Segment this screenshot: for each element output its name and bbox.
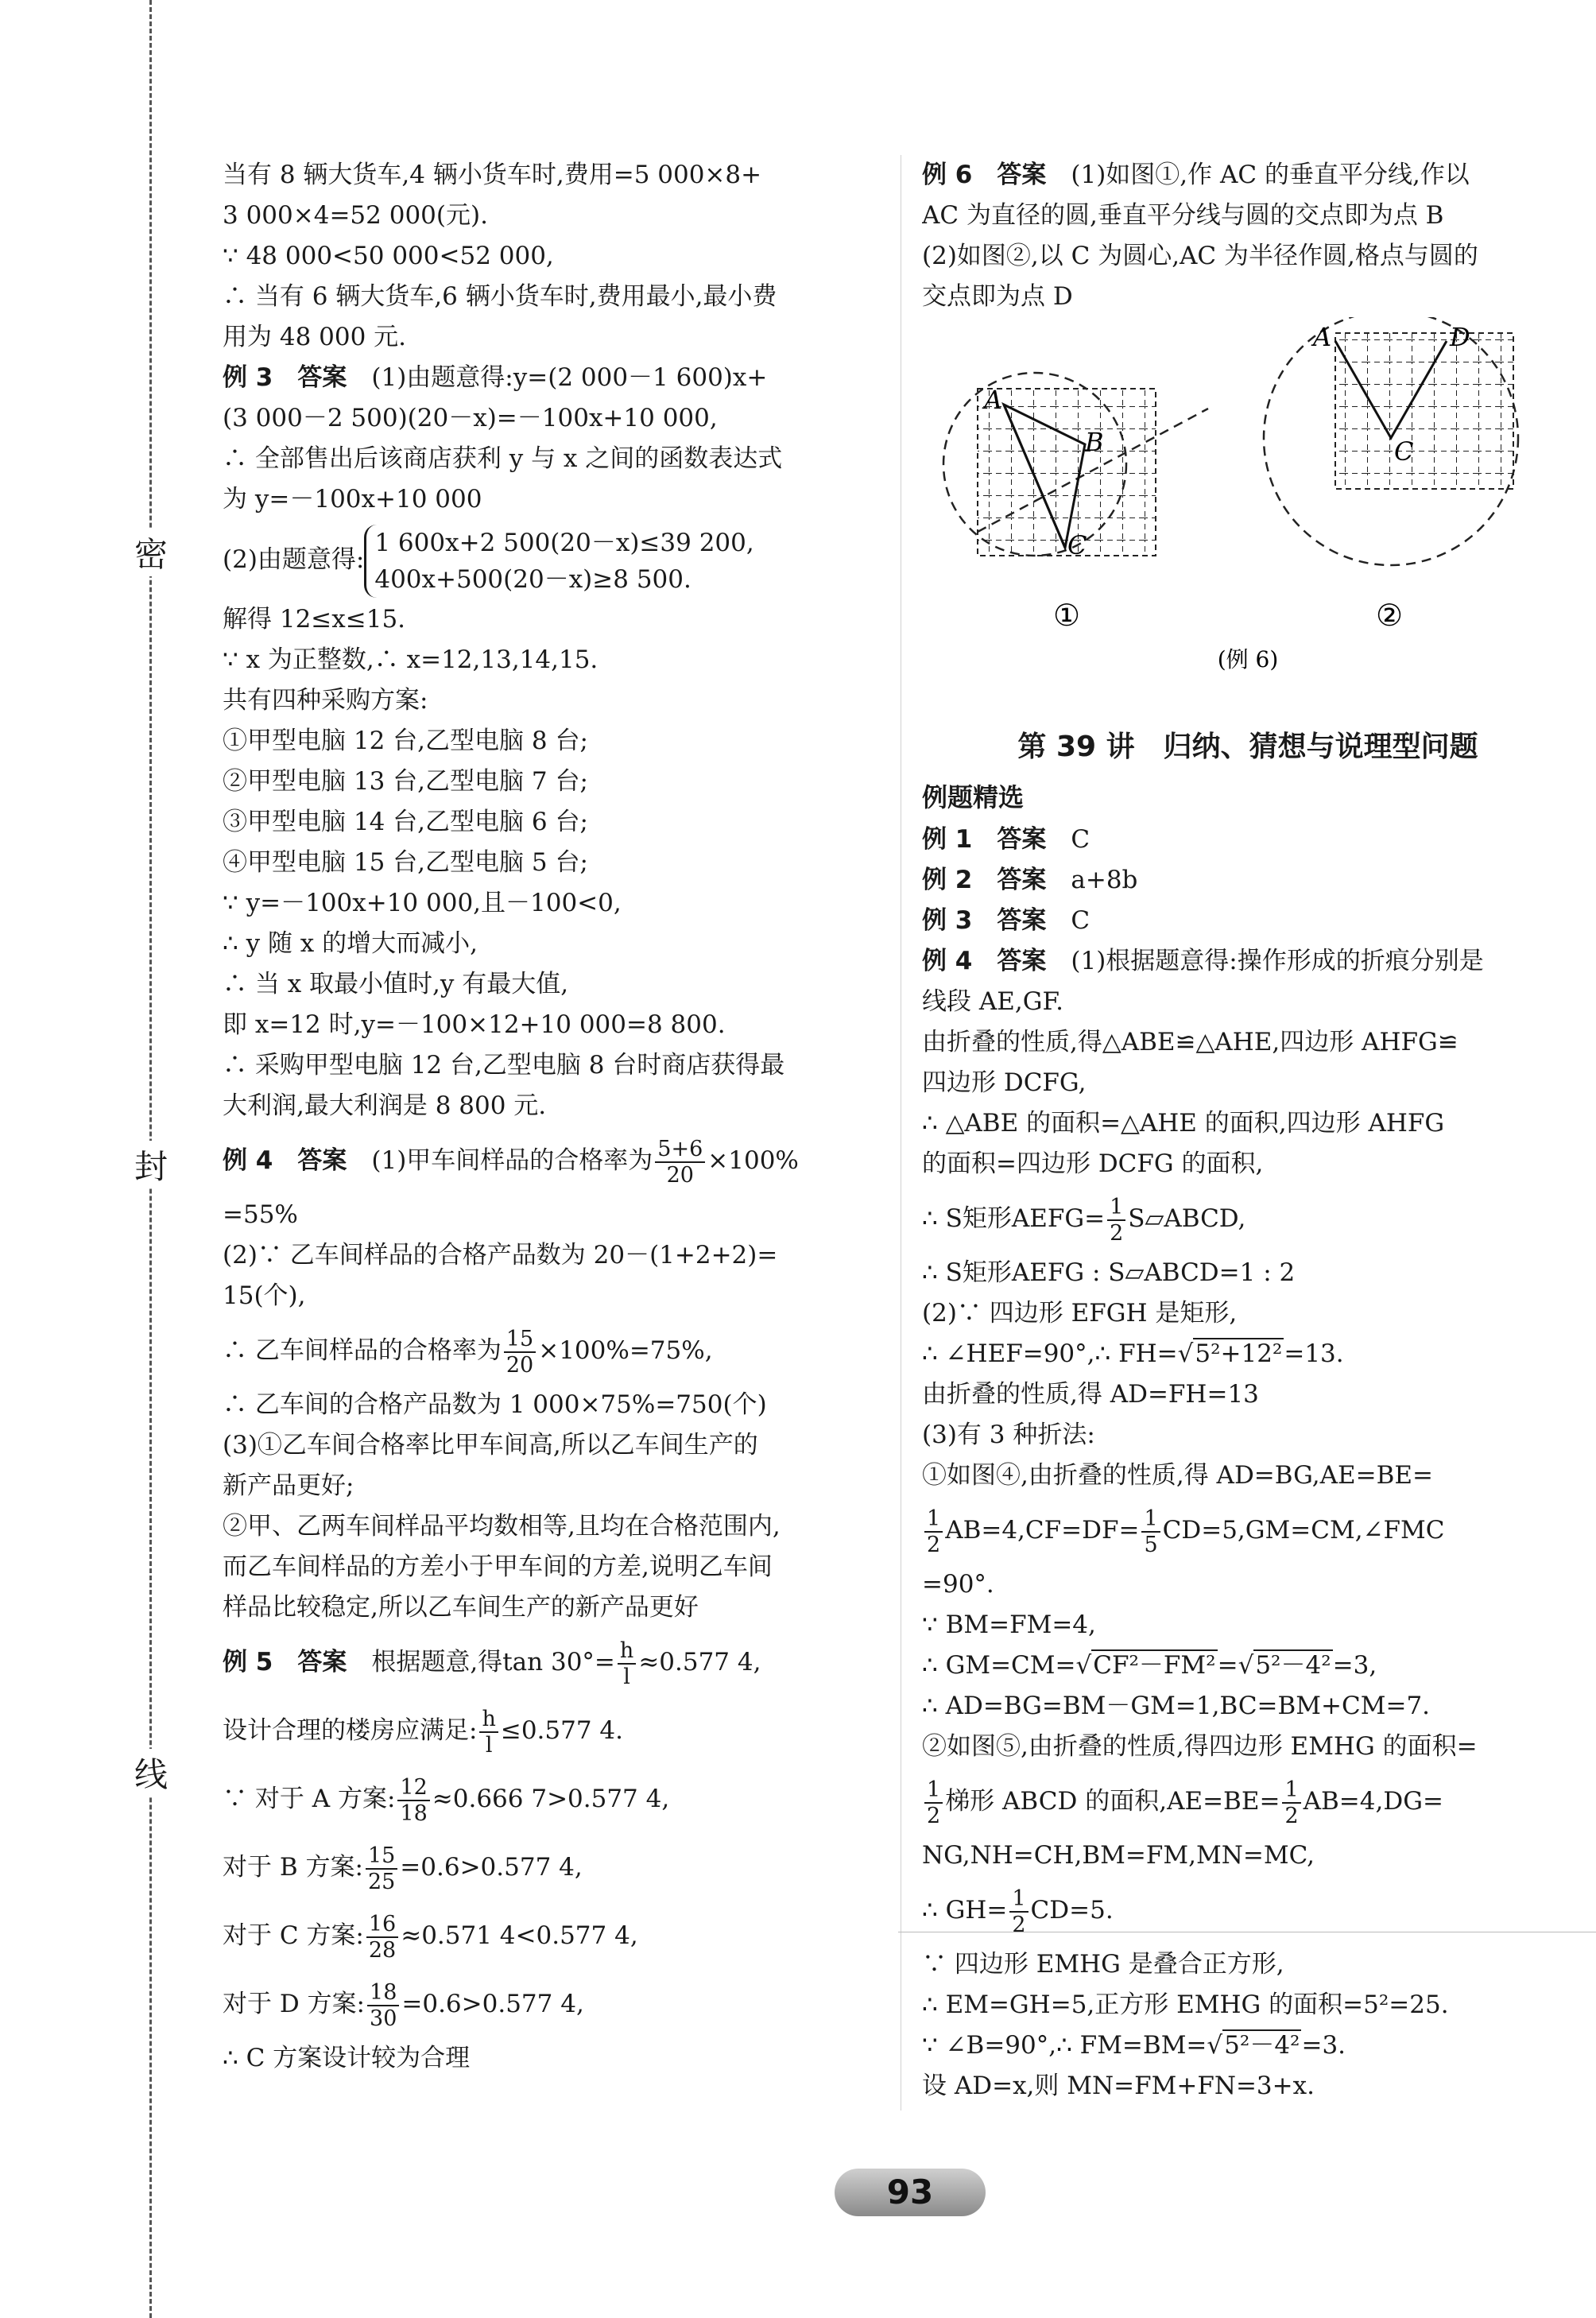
example-5-line [223,1628,866,1696]
plan-c-line [223,1901,866,1970]
text-line: 线段 AE,GF. [922,987,1064,1016]
radicand: CF²－FM² [1093,1651,1216,1680]
text-span: 对于 B 方案: [223,1853,363,1882]
text-span: AB=4,DG= [1303,1787,1443,1816]
text-line: 用为 48 000 元. [223,323,407,351]
text-line: ∴ 全部售出后该商店获利 y 与 x 之间的函数表达式 [223,444,783,473]
text-span: =3. [1301,2031,1346,2060]
example-6-line [922,155,1574,196]
inequality-system-line [223,520,866,599]
text-span: ∴ 乙车间样品的合格率为 [223,1336,502,1365]
text-span: ∵ 对于 A 方案: [223,1785,396,1813]
text-line: ①甲型电脑 12 台,乙型电脑 8 台; [223,727,588,755]
section-title: 第 39 讲 归纳、猜想与说理型问题 [1017,731,1478,763]
text-span: (1)如图①,作 AC 的垂直平分线,作以 [1071,161,1470,189]
text-line: 当有 8 辆大货车,4 辆小货车时,费用=5 000×8+ [223,161,762,189]
text-line: ∴ 采购甲型电脑 12 台,乙型电脑 8 台时商店获得最 [223,1051,785,1080]
text-span: ×100%=75%, [538,1336,713,1365]
text-line: ∵ BM=FM=4, [922,1611,1096,1639]
text-line: 设 AD=x,则 MN=FM+FN=3+x. [922,2072,1315,2100]
example-2-line [922,860,1574,901]
example-label: 例 6 答案 [922,161,1047,189]
numerator: h [618,1638,636,1665]
radicand: 5²+12² [1195,1339,1283,1368]
fraction [479,1707,498,1758]
fraction [1009,1886,1028,1937]
text-line: 而乙车间样品的方差小于甲车间的方差,说明乙车间 [223,1552,773,1581]
example-label: 例 1 答案 [922,825,1047,854]
figure-2 [1264,317,1518,633]
inequality-system [364,525,753,598]
text-line: (2)∵ 乙车间样品的合格产品数为 20－(1+2+2)= [223,1241,778,1269]
plan-a-line [223,1765,866,1833]
denominator: 18 [400,1801,428,1826]
numerator: 1 [1282,1777,1300,1804]
text-line: ∴ AD=BG=BM－GM=1,BC=BM+CM=7. [922,1692,1431,1720]
text-span: (1)由题意得:y=(2 000－1 600)x+ [371,363,768,392]
fraction [1107,1195,1125,1246]
radicand: 5²－4² [1224,2031,1300,2060]
example-label: 例 5 答案 [223,1648,347,1676]
text-line: ∵ 48 000<50 000<52 000, [223,242,554,270]
inequality-1: 1 600x+2 500(20－x)≤39 200, [374,528,754,557]
text-line: (2)∵ 四边形 EFGH 是矩形, [922,1299,1238,1328]
text-span: ∴ GM=CM=√ [922,1651,1092,1680]
text-span: =3, [1332,1651,1377,1680]
example-6-figures [922,317,1574,715]
text-line: ∴ C 方案设计较为合理 [223,2044,471,2072]
denominator: 25 [367,1869,396,1894]
text-span: CD=5,GM=CM,∠FMC [1162,1516,1445,1545]
text-line: ∵ x 为正整数,∴ x=12,13,14,15. [223,645,598,674]
denominator: 2 [927,1532,941,1557]
numerator: 1 [1107,1195,1125,1221]
text-span: AB=4,CF=DF= [945,1516,1140,1545]
text-span: (1)甲车间样品的合格率为 [371,1146,653,1175]
example-1-line [922,820,1574,860]
text-line: ③甲型电脑 14 台,乙型电脑 6 台; [223,808,588,836]
text-span: ∴ GH= [922,1896,1008,1925]
numerator: 5+6 [655,1137,705,1163]
numerator: 12 [397,1775,429,1801]
subheading: 例题精选 [922,782,1025,812]
fraction [1141,1506,1160,1557]
fraction [924,1506,943,1557]
numerator: 15 [366,1843,397,1870]
fraction [366,1912,398,1963]
denominator: l [623,1664,630,1689]
denominator: 30 [370,2006,397,2031]
text-line: 即 x=12 时,y=－100×12+10 000=8 800. [223,1010,726,1039]
text-line: 15(个), [223,1281,306,1310]
text-span: S▱ABCD, [1128,1204,1246,1233]
text-line: ①如图④,由折叠的性质,得 AD=BG,AE=BE= [922,1461,1434,1490]
plan-d-line [223,1970,866,2038]
text-span: a+8b [1071,866,1138,894]
text-span: 梯形 ABCD 的面积,AE=BE= [945,1787,1280,1816]
denominator: l [485,1732,493,1758]
area-ratio-line [922,1184,1574,1253]
fraction-line [223,1696,866,1765]
geometry-figures [922,317,1574,715]
fraction [618,1638,636,1689]
binding-char-mi: 密 [127,529,175,576]
text-span: C [1071,906,1090,935]
right-column [922,155,1574,2107]
text-span: ×100% [707,1146,799,1175]
example-label: 例 3 答案 [223,363,347,392]
text-line: ④甲型电脑 15 台,乙型电脑 5 台; [223,848,588,877]
text-span: (2)由题意得: [223,545,365,574]
numerator: 15 [504,1327,536,1353]
denominator: 5 [1144,1532,1158,1557]
radicand: 5²－4² [1255,1651,1331,1680]
numerator: 18 [367,1980,399,2006]
fraction [655,1137,705,1188]
text-span: ≤0.577 4. [500,1716,623,1745]
text-line: 解得 12≤x≤15. [223,605,406,634]
text-span: ∴ ∠HEF=90°,∴ FH=√ [922,1339,1194,1368]
example-label: 例 4 答案 [922,947,1047,975]
numerator: h [479,1707,498,1733]
text-span: (1)根据题意得:操作形成的折痕分别是 [1071,947,1484,975]
text-line: ∵ 四边形 EMHG 是叠合正方形, [922,1950,1284,1979]
text-line: 样品比较稳定,所以乙车间生产的新产品更好 [223,1593,699,1622]
sqrt-line [922,1334,1574,1374]
text-line: 共有四种采购方案: [223,686,428,715]
example-3-line [922,901,1574,941]
text-line: ∴ EM=GH=5,正方形 EMHG 的面积=5²=25. [922,1990,1449,2019]
numerator: 1 [1141,1506,1160,1533]
text-line: (3)有 3 种折法: [922,1421,1095,1449]
text-line: 大利润,最大利润是 8 800 元. [223,1091,547,1120]
text-span: =0.6>0.577 4, [401,1990,584,2018]
fraction-line [922,1496,1574,1564]
text-line: ∴ 当 x 取最小值时,y 有最大值, [223,970,569,998]
example-label: 例 4 答案 [223,1146,347,1175]
grid-1 [978,389,1156,556]
denominator: 2 [1110,1220,1124,1246]
denominator: 2 [1284,1803,1299,1828]
label-c: C [1394,436,1414,467]
text-line: ∴ △ABE 的面积=△AHE 的面积,四边形 AHFG [922,1109,1445,1138]
figure-1-number: ① [1052,598,1081,633]
figure-2-number: ② [1375,598,1404,633]
text-span: 对于 C 方案: [223,1921,364,1950]
text-line: 3 000×4=52 000(元). [223,201,488,230]
text-span: =√ [1217,1651,1254,1680]
text-line: (2)如图②,以 C 为圆心,AC 为半径作圆,格点与圆的 [922,242,1478,270]
text-line: 新产品更好; [223,1471,354,1500]
label-b: B [1085,427,1104,457]
fraction [924,1777,943,1828]
numerator: 16 [366,1912,398,1938]
text-line: 由折叠的性质,得 AD=FH=13 [922,1380,1259,1409]
text-line: (3 000－2 500)(20－x)=－100x+10 000, [223,404,718,432]
fraction [1282,1777,1300,1828]
numerator: 1 [1009,1886,1028,1913]
inequality-2: 400x+500(20－x)≥8 500. [374,564,691,594]
figure-caption: (例 6) [1217,646,1279,673]
text-line: 由折叠的性质,得△ABE≌△AHE,四边形 AHFG≌ [922,1028,1458,1056]
text-line: ②甲型电脑 13 台,乙型电脑 7 台; [223,767,588,796]
label-d: D [1450,322,1470,352]
text-line: ∴ S矩形AEFG : S▱ABCD=1 : 2 [922,1258,1296,1287]
example-4-line [223,1126,866,1195]
text-line: 四边形 DCFG, [922,1068,1087,1097]
text-span: ≈0.666 7>0.577 4, [432,1785,670,1813]
denominator: 2 [1012,1912,1026,1937]
plan-b-line [223,1833,866,1901]
fraction [366,1843,397,1894]
text-span: ≈0.571 4<0.577 4, [401,1921,638,1950]
numerator: 1 [924,1506,943,1533]
grid-2 [1335,333,1513,489]
denominator: 2 [927,1803,941,1828]
label-a: A [984,385,1003,415]
text-span: C [1071,825,1090,854]
label-c: C [1067,530,1087,560]
denominator: 20 [666,1162,694,1188]
denominator: 28 [368,1937,397,1963]
sqrt-line [922,1645,1574,1686]
text-line: ∴ 当有 6 辆大货车,6 辆小货车时,费用最小,最小费 [223,282,777,311]
text-line: 的面积=四边形 DCFG 的面积, [922,1149,1264,1178]
text-span: CD=5. [1030,1896,1114,1925]
page-number: 93 [835,2169,986,2216]
label-a: A [1313,322,1332,352]
denominator: 20 [506,1352,534,1378]
fraction [504,1327,536,1378]
text-line: 交点即为点 D [922,282,1073,311]
text-span: =0.6>0.577 4, [400,1853,583,1882]
text-span: ∵ ∠B=90°,∴ FM=BM=√ [922,2031,1223,2060]
text-span: =13. [1284,1339,1344,1368]
text-line: NG,NH=CH,BM=FM,MN=MC, [922,1841,1315,1870]
text-span: 对于 D 方案: [223,1990,366,2018]
numerator: 1 [924,1777,943,1804]
text-line: =55% [223,1200,298,1229]
example-label: 例 3 答案 [922,906,1047,935]
text-line: ∵ y=－100x+10 000,且－100<0, [223,889,622,917]
text-line: ②如图⑤,由折叠的性质,得四边形 EMHG 的面积= [922,1732,1478,1761]
text-line: (3)①乙车间合格率比甲车间高,所以乙车间生产的 [223,1431,758,1459]
example-4-line [922,941,1574,982]
example-3-line [223,358,866,398]
fraction-line [922,1876,1574,1944]
text-line: AC 为直径的圆,垂直平分线与圆的交点即为点 B [922,201,1444,230]
text-span: 根据题意,得tan 30°= [371,1648,615,1676]
figure-1 [943,373,1208,633]
binding-char-xian: 线 [127,1749,175,1797]
left-column [223,155,866,2079]
fraction-line [223,1316,866,1385]
text-line: 为 y=－100x+10 000 [223,485,482,514]
text-line: ②甲、乙两车间样品平均数相等,且均在合格范围内, [223,1512,781,1541]
text-span: ≈0.577 4, [638,1648,761,1676]
text-line: =90°. [922,1570,994,1599]
fraction [367,1980,399,2031]
fraction [397,1775,429,1826]
fraction-line [922,1767,1574,1835]
binding-char-feng: 封 [127,1141,175,1188]
text-line: ∴ 乙车间的合格产品数为 1 000×75%=750(个) [223,1390,767,1419]
text-span: 设计合理的楼房应满足: [223,1716,478,1745]
sqrt-line [922,2025,1574,2066]
text-span: ∴ S矩形AEFG= [922,1204,1106,1233]
text-line: ∴ y 随 x 的增大而减小, [223,929,478,958]
example-label: 例 2 答案 [922,866,1047,894]
